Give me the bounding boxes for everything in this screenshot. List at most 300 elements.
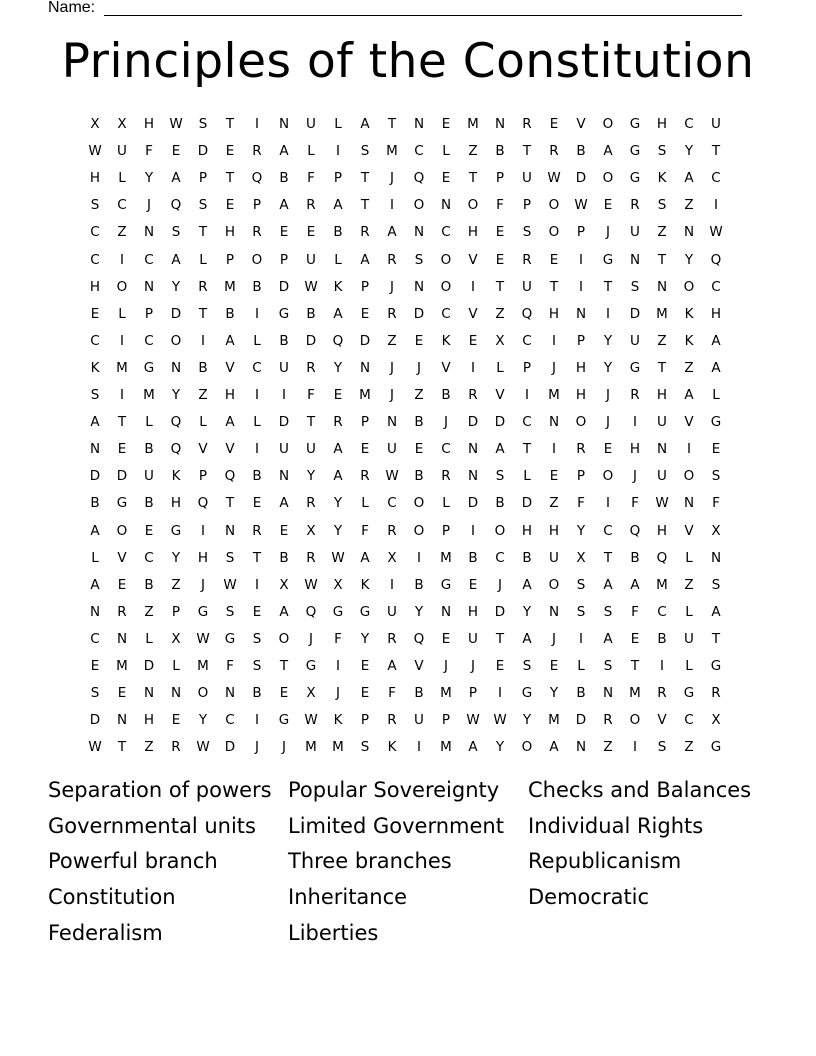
grid-letter: I <box>471 278 475 295</box>
grid-letter: E <box>549 251 559 268</box>
grid-letter: S <box>198 116 208 132</box>
grid-letter: R <box>711 685 721 702</box>
grid-letter: S <box>252 630 262 647</box>
grid-letter: R <box>603 712 613 729</box>
grid-letter: A <box>90 576 100 593</box>
grid-letter: T <box>630 658 640 674</box>
grid-letter: U <box>279 359 289 376</box>
grid-letter: I <box>606 305 610 322</box>
grid-letter: J <box>147 197 151 214</box>
grid-letter: J <box>498 576 502 593</box>
grid-letter: P <box>252 197 262 214</box>
grid-letter: S <box>576 576 586 593</box>
grid-letter: J <box>606 414 610 431</box>
grid-letter: B <box>414 576 424 593</box>
grid-letter: I <box>687 441 691 458</box>
grid-letter: C <box>711 278 721 295</box>
grid-letter: A <box>333 197 343 214</box>
grid-letter: N <box>494 116 506 132</box>
grid-letter: C <box>441 441 451 458</box>
grid-letter: A <box>279 495 289 512</box>
grid-letter: I <box>201 332 205 349</box>
grid-letter: D <box>467 414 479 431</box>
grid-letter: H <box>143 712 155 729</box>
grid-letter: L <box>118 170 126 187</box>
grid-letter: V <box>441 359 451 376</box>
grid-letter: S <box>657 143 667 160</box>
grid-letter: E <box>360 441 370 458</box>
grid-letter: N <box>548 414 560 431</box>
grid-letter: U <box>414 712 424 729</box>
grid-letter: Q <box>413 630 425 647</box>
grid-letter: O <box>602 170 614 187</box>
grid-letter: R <box>198 278 208 295</box>
grid-letter: B <box>198 359 208 376</box>
grid-letter: D <box>413 305 425 322</box>
grid-letter: R <box>468 387 478 403</box>
grid-letter: N <box>629 251 641 268</box>
grid-letter: X <box>117 116 127 132</box>
grid-letter: E <box>279 685 289 702</box>
grid-letter: I <box>660 658 664 674</box>
grid-letter: L <box>145 630 153 647</box>
grid-letter: D <box>629 305 641 322</box>
grid-letter: S <box>90 387 100 403</box>
grid-letter: G <box>359 603 371 620</box>
grid-letter: W <box>304 278 318 295</box>
grid-letter: Q <box>224 468 236 485</box>
grid-letter: N <box>656 278 668 295</box>
grid-letter: L <box>91 549 99 566</box>
grid-letter: H <box>224 387 236 403</box>
grid-letter: E <box>279 224 289 241</box>
grid-letter: N <box>386 414 398 431</box>
grid-letter: R <box>387 305 397 322</box>
grid-letter: Q <box>413 170 425 187</box>
grid-letter: I <box>633 414 637 431</box>
grid-letter: E <box>603 441 613 458</box>
grid-letter: Z <box>684 739 694 756</box>
grid-letter: E <box>306 224 316 241</box>
grid-letter: N <box>602 685 614 702</box>
grid-letter: G <box>602 251 614 268</box>
grid-letter: N <box>575 305 587 322</box>
grid-letter: A <box>603 576 613 593</box>
grid-letter: Z <box>414 387 424 403</box>
grid-letter: Z <box>603 739 613 756</box>
grid-letter: H <box>548 305 560 322</box>
grid-letter: A <box>279 603 289 620</box>
grid-letter: K <box>90 359 100 376</box>
grid-letter: A <box>495 441 505 458</box>
grid-letter: U <box>657 468 667 485</box>
grid-letter: X <box>387 549 397 566</box>
grid-letter: M <box>116 359 128 376</box>
grid-letter: F <box>145 143 153 160</box>
grid-letter: H <box>548 522 560 539</box>
grid-letter: A <box>171 170 181 187</box>
grid-letter: M <box>224 278 236 295</box>
grid-letter: Q <box>710 251 722 268</box>
grid-letter: Y <box>603 332 613 349</box>
grid-letter: J <box>444 658 448 674</box>
grid-letter: G <box>440 576 452 593</box>
grid-letter: C <box>90 630 100 647</box>
grid-letter: T <box>522 143 532 160</box>
grid-letter: A <box>468 739 478 756</box>
grid-letter: C <box>684 116 694 132</box>
grid-letter: S <box>90 197 100 214</box>
word-list-item: Three branches <box>288 849 452 874</box>
grid-letter: O <box>413 522 425 539</box>
grid-letter: L <box>307 143 315 160</box>
grid-letter: M <box>440 549 452 566</box>
grid-letter: S <box>630 278 640 295</box>
grid-letter: K <box>360 576 370 593</box>
grid-letter: S <box>603 603 613 620</box>
word-list-item: Powerful branch <box>48 849 218 874</box>
grid-letter: V <box>684 414 694 431</box>
grid-letter: X <box>306 522 316 539</box>
grid-letter: X <box>495 332 505 349</box>
grid-letter: W <box>88 739 102 756</box>
page-title: Principles of the Constitution <box>61 34 755 89</box>
grid-letter: C <box>441 305 451 322</box>
grid-letter: A <box>360 116 370 132</box>
grid-letter: L <box>577 658 585 674</box>
grid-letter: I <box>714 197 718 214</box>
grid-letter: H <box>170 495 182 512</box>
grid-letter: I <box>579 278 583 295</box>
grid-letter: R <box>576 441 586 458</box>
grid-letter: I <box>552 332 556 349</box>
grid-letter: M <box>656 576 668 593</box>
grid-letter: A <box>333 305 343 322</box>
grid-letter: Y <box>171 278 181 295</box>
grid-letter: E <box>225 197 235 214</box>
grid-letter: G <box>629 359 641 376</box>
grid-letter: Y <box>306 468 316 485</box>
grid-letter: E <box>171 143 181 160</box>
grid-letter: P <box>522 359 532 376</box>
grid-letter: R <box>549 143 559 160</box>
grid-letter: A <box>225 414 235 431</box>
grid-letter: K <box>333 278 343 295</box>
grid-letter: B <box>225 305 235 322</box>
grid-letter: L <box>118 305 126 322</box>
grid-letter: U <box>522 170 532 187</box>
grid-letter: Y <box>576 522 586 539</box>
grid-letter: R <box>630 387 640 403</box>
grid-letter: W <box>547 170 561 187</box>
grid-letter: Y <box>171 549 181 566</box>
grid-letter: E <box>468 576 478 593</box>
grid-letter: S <box>360 143 370 160</box>
grid-letter: Z <box>171 576 181 593</box>
grid-letter: O <box>116 278 128 295</box>
grid-letter: N <box>467 468 479 485</box>
grid-letter: J <box>336 685 340 702</box>
word-list-item: Federalism <box>48 920 163 945</box>
grid-letter: P <box>198 170 208 187</box>
word-list-item: Separation of powers <box>48 778 272 802</box>
grid-letter: Y <box>684 143 694 160</box>
grid-letter: F <box>226 658 234 674</box>
grid-letter: U <box>387 603 397 620</box>
grid-letter: E <box>441 170 451 187</box>
grid-letter: B <box>333 224 343 241</box>
grid-letter: D <box>494 603 506 620</box>
grid-letter: R <box>441 468 451 485</box>
grid-letter: A <box>522 576 532 593</box>
grid-letter: R <box>387 522 397 539</box>
grid-letter: V <box>117 549 127 566</box>
grid-letter: X <box>306 685 316 702</box>
grid-letter: E <box>495 658 505 674</box>
grid-letter: B <box>657 630 667 647</box>
grid-letter: E <box>171 712 181 729</box>
grid-letter: Z <box>684 576 694 593</box>
grid-letter: G <box>629 143 641 160</box>
grid-letter: C <box>495 549 505 566</box>
grid-letter: V <box>657 712 667 729</box>
grid-letter: Q <box>656 549 668 566</box>
grid-letter: O <box>494 522 506 539</box>
grid-letter: L <box>442 143 450 160</box>
word-list-item: Liberties <box>288 920 379 945</box>
grid-letter: J <box>471 658 475 674</box>
grid-letter: D <box>197 143 209 160</box>
grid-letter: G <box>278 712 290 729</box>
grid-letter: W <box>196 739 210 756</box>
grid-letter: N <box>143 278 155 295</box>
grid-letter: I <box>120 251 124 268</box>
grid-letter: Q <box>332 332 344 349</box>
grid-letter: N <box>278 468 290 485</box>
grid-letter: D <box>89 712 101 729</box>
grid-letter: X <box>90 116 100 132</box>
grid-letter: B <box>414 685 424 702</box>
grid-letter: B <box>630 549 640 566</box>
grid-letter: N <box>170 685 182 702</box>
grid-letter: G <box>521 685 533 702</box>
grid-letter: J <box>390 387 394 403</box>
grid-letter: N <box>575 739 587 756</box>
grid-letter: S <box>522 224 532 241</box>
grid-letter: S <box>657 739 667 756</box>
grid-letter: U <box>144 468 154 485</box>
grid-letter: V <box>225 441 235 458</box>
grid-letter: A <box>684 387 694 403</box>
grid-letter: O <box>440 278 452 295</box>
grid-letter: E <box>252 495 262 512</box>
grid-letter: R <box>171 739 181 756</box>
grid-letter: X <box>576 549 586 566</box>
grid-letter: S <box>711 468 721 485</box>
grid-letter: B <box>576 685 586 702</box>
grid-letter: T <box>117 414 127 431</box>
grid-letter: T <box>549 278 559 295</box>
grid-letter: J <box>390 278 394 295</box>
grid-letter: W <box>331 549 345 566</box>
grid-letter: T <box>603 278 613 295</box>
grid-letter: O <box>629 712 641 729</box>
grid-letter: R <box>306 359 316 376</box>
grid-letter: E <box>333 387 343 403</box>
grid-letter: A <box>603 143 613 160</box>
grid-letter: P <box>522 197 532 214</box>
grid-letter: T <box>117 739 127 756</box>
grid-letter: Q <box>629 522 641 539</box>
grid-letter: G <box>305 658 317 674</box>
grid-letter: E <box>252 603 262 620</box>
grid-letter: H <box>575 387 587 403</box>
grid-letter: L <box>712 387 720 403</box>
grid-letter: Z <box>117 224 127 241</box>
grid-letter: B <box>495 495 505 512</box>
word-list-item: Governmental units <box>48 813 256 838</box>
grid-letter: T <box>252 549 262 566</box>
grid-letter: W <box>655 495 669 512</box>
grid-letter: F <box>631 603 639 620</box>
grid-letter: P <box>198 468 208 485</box>
grid-letter: U <box>630 332 640 349</box>
grid-letter: H <box>656 522 668 539</box>
grid-letter: B <box>144 441 154 458</box>
grid-letter: U <box>684 630 694 647</box>
grid-letter: N <box>467 441 479 458</box>
grid-letter: U <box>306 116 316 132</box>
grid-letter: A <box>279 197 289 214</box>
grid-letter: E <box>468 332 478 349</box>
grid-letter: Y <box>333 495 343 512</box>
grid-letter: R <box>252 224 262 241</box>
grid-letter: R <box>306 549 316 566</box>
grid-letter: C <box>144 251 154 268</box>
grid-letter: I <box>336 143 340 160</box>
grid-letter: N <box>89 441 101 458</box>
grid-letter: N <box>89 603 101 620</box>
grid-letter: T <box>360 197 370 214</box>
grid-letter: S <box>711 576 721 593</box>
grid-letter: B <box>252 468 262 485</box>
grid-letter: P <box>225 251 235 268</box>
grid-letter: E <box>279 522 289 539</box>
grid-letter: R <box>522 251 532 268</box>
grid-letter: I <box>255 441 259 458</box>
grid-letter: G <box>629 116 641 132</box>
grid-letter: T <box>711 143 721 160</box>
grid-letter: Y <box>495 739 505 756</box>
grid-letter: T <box>360 170 370 187</box>
grid-letter: P <box>576 332 586 349</box>
grid-letter: N <box>413 278 425 295</box>
grid-letter: E <box>630 630 640 647</box>
grid-letter: B <box>144 495 154 512</box>
grid-letter: R <box>252 143 262 160</box>
grid-letter: H <box>467 224 479 241</box>
grid-letter: F <box>361 522 369 539</box>
grid-letter: G <box>683 685 695 702</box>
grid-letter: C <box>144 549 154 566</box>
grid-letter: O <box>548 224 560 241</box>
grid-letter: P <box>576 468 586 485</box>
grid-letter: C <box>387 495 397 512</box>
grid-letter: N <box>440 197 452 214</box>
grid-letter: C <box>603 522 613 539</box>
grid-letter: U <box>306 441 316 458</box>
grid-letter: E <box>414 332 424 349</box>
grid-letter: W <box>196 630 210 647</box>
grid-letter: Z <box>657 332 667 349</box>
word-list-item: Constitution <box>48 885 176 910</box>
grid-letter: Y <box>144 170 154 187</box>
grid-letter: O <box>575 414 587 431</box>
grid-letter: S <box>495 468 505 485</box>
grid-letter: H <box>575 359 587 376</box>
grid-letter: B <box>441 387 451 403</box>
grid-letter: A <box>522 630 532 647</box>
grid-letter: A <box>630 576 640 593</box>
grid-letter: L <box>442 495 450 512</box>
grid-letter: C <box>414 143 424 160</box>
grid-letter: O <box>413 197 425 214</box>
grid-letter: Y <box>414 603 424 620</box>
grid-letter: P <box>360 278 370 295</box>
grid-letter: L <box>685 549 693 566</box>
grid-letter: U <box>711 116 721 132</box>
grid-letter: L <box>253 414 261 431</box>
grid-letter: J <box>552 630 556 647</box>
grid-letter: Y <box>522 603 532 620</box>
grid-letter: P <box>279 251 289 268</box>
grid-letter: M <box>548 712 560 729</box>
grid-letter: W <box>169 116 183 132</box>
grid-letter: I <box>579 251 583 268</box>
grid-letter: J <box>390 359 394 376</box>
grid-letter: M <box>197 658 209 674</box>
grid-letter: F <box>307 387 315 403</box>
grid-letter: B <box>279 332 289 349</box>
grid-letter: C <box>522 414 532 431</box>
grid-letter: U <box>279 441 289 458</box>
grid-letter: E <box>117 576 127 593</box>
grid-letter: A <box>279 143 289 160</box>
grid-letter: B <box>306 305 316 322</box>
grid-letter: P <box>144 305 154 322</box>
grid-letter: K <box>333 712 343 729</box>
grid-letter: T <box>279 658 289 674</box>
grid-letter: R <box>117 603 127 620</box>
grid-letter: N <box>440 603 452 620</box>
grid-letter: V <box>495 387 505 403</box>
grid-letter: H <box>224 224 236 241</box>
grid-letter: W <box>385 468 399 485</box>
grid-letter: L <box>496 359 504 376</box>
grid-letter: J <box>201 576 205 593</box>
grid-letter: Q <box>251 170 263 187</box>
grid-letter: L <box>199 414 207 431</box>
grid-letter: D <box>224 739 236 756</box>
grid-letter: K <box>684 305 694 322</box>
grid-letter: T <box>306 414 316 431</box>
grid-letter: O <box>116 522 128 539</box>
grid-letter: E <box>549 468 559 485</box>
grid-letter: T <box>657 251 667 268</box>
grid-letter: A <box>711 359 721 376</box>
grid-letter: O <box>197 685 209 702</box>
grid-letter: N <box>413 116 425 132</box>
